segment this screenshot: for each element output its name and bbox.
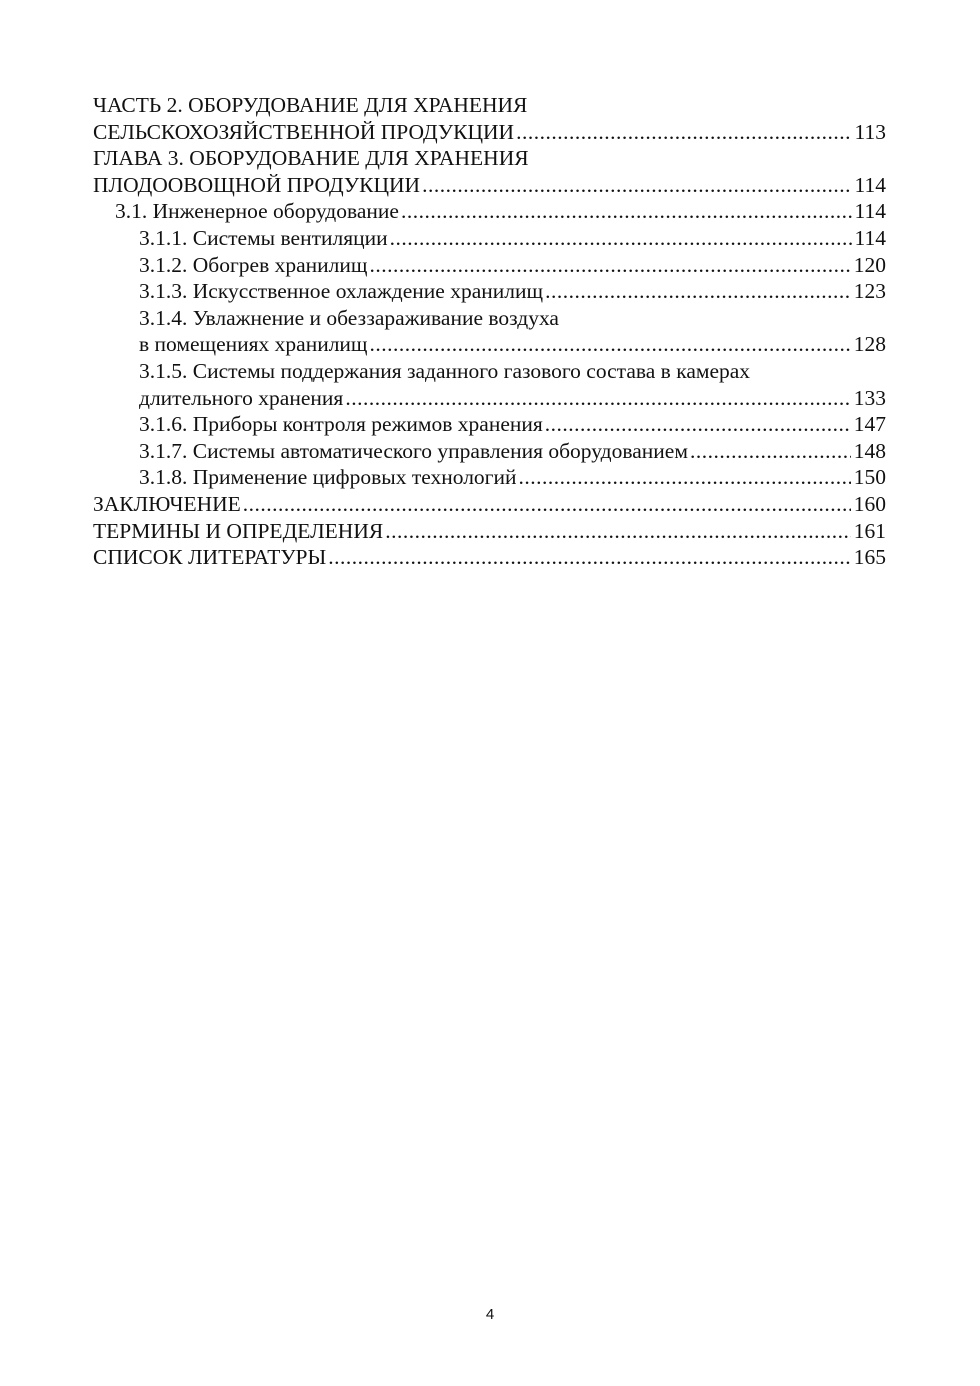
dot-leader — [370, 331, 851, 358]
dot-leader — [345, 385, 850, 412]
toc-entry-title: 3.1.5. Системы поддержания заданного газового состава в камерах — [139, 358, 751, 383]
toc-page-number: 147 — [853, 412, 886, 437]
toc-page-number: 128 — [853, 332, 886, 357]
toc-entry-title: ТЕРМИНЫ И ОПРЕДЕЛЕНИЯ — [93, 518, 384, 543]
toc-page-number: 114 — [854, 225, 886, 250]
toc-entry-title: СПИСОК ЛИТЕРАТУРЫ — [93, 545, 327, 570]
dot-leader — [690, 438, 851, 465]
toc-entry-title: 3.1.4. Увлажнение и обеззараживание воздуха — [139, 305, 559, 330]
toc-page-number: 160 — [853, 491, 886, 516]
toc-entry-terms[interactable] — [93, 518, 886, 545]
toc-page-number: 161 — [853, 518, 886, 543]
toc-entry-3-1[interactable] — [93, 198, 886, 225]
dot-leader — [390, 225, 852, 252]
dot-leader — [243, 491, 851, 518]
dot-leader — [516, 119, 851, 146]
dot-leader — [519, 464, 851, 491]
dot-leader — [545, 278, 851, 305]
toc-entry-title: 3.1.6. Приборы контроля режимов хранения — [139, 412, 543, 437]
toc-page-number: 165 — [853, 545, 886, 570]
page-number: 4 — [485, 1306, 495, 1323]
toc-entry-conclusion[interactable] — [93, 491, 886, 518]
toc-page-number: 120 — [853, 252, 886, 277]
toc-page-number: 148 — [853, 438, 886, 463]
dot-leader — [328, 544, 850, 571]
toc-entry-title: 3.1.8. Применение цифровых технологий — [139, 465, 517, 490]
toc-entry-3-1-1[interactable] — [93, 225, 886, 252]
toc-entry-3-1-6[interactable] — [93, 411, 886, 438]
toc-entry-part-2[interactable] — [93, 92, 886, 145]
toc-entry-title: 3.1.2. Обогрев хранилищ — [139, 252, 368, 277]
toc-entry-3-1-2[interactable] — [93, 252, 886, 279]
dot-leader — [422, 172, 851, 199]
toc-page-number: 114 — [854, 199, 886, 224]
toc-entry-3-1-7[interactable] — [93, 438, 886, 465]
toc-entry-title: ГЛАВА 3. ОБОРУДОВАНИЕ ДЛЯ ХРАНЕНИЯ — [93, 146, 529, 171]
toc-entry-title: 3.1.1. Системы вентиляции — [139, 225, 388, 250]
toc-entry-chapter-3[interactable] — [93, 145, 886, 198]
dot-leader — [545, 411, 851, 438]
toc-entry-3-1-4[interactable] — [93, 305, 886, 358]
toc-entry-3-1-8[interactable] — [93, 464, 886, 491]
toc-entry-title: 3.1.3. Искусственное охлаждение хранилищ — [139, 279, 544, 304]
toc-entry-title: ЧАСТЬ 2. ОБОРУДОВАНИЕ ДЛЯ ХРАНЕНИЯ — [93, 93, 528, 117]
toc-entry-3-1-5[interactable] — [93, 358, 886, 411]
toc-entry-3-1-3[interactable] — [93, 278, 886, 305]
toc-page-number: 114 — [854, 172, 886, 197]
toc-entry-title: длительного хранения — [139, 385, 344, 410]
toc-page-number: 113 — [854, 119, 886, 144]
dot-leader — [369, 252, 850, 279]
toc-entry-title: ЗАКЛЮЧЕНИЕ — [93, 491, 241, 516]
toc-entry-title: 3.1. Инженерное оборудование — [115, 199, 399, 224]
dot-leader — [401, 198, 852, 225]
toc-entry-title: ПЛОДООВОЩНОЙ ПРОДУКЦИИ — [93, 172, 421, 197]
toc-page-number: 123 — [853, 279, 886, 304]
toc-entry-references[interactable] — [93, 544, 886, 571]
table-of-contents — [93, 92, 886, 571]
toc-entry-title: 3.1.7. Системы автоматического управления оборудованием — [139, 438, 688, 463]
toc-page-number: 150 — [853, 465, 886, 490]
toc-entry-title: СЕЛЬСКОХОЗЯЙСТВЕННОЙ ПРОДУКЦИИ — [93, 119, 515, 144]
dot-leader — [385, 518, 851, 545]
toc-page-number: 133 — [853, 385, 886, 410]
toc-entry-title: в помещениях хранилищ — [139, 332, 368, 357]
